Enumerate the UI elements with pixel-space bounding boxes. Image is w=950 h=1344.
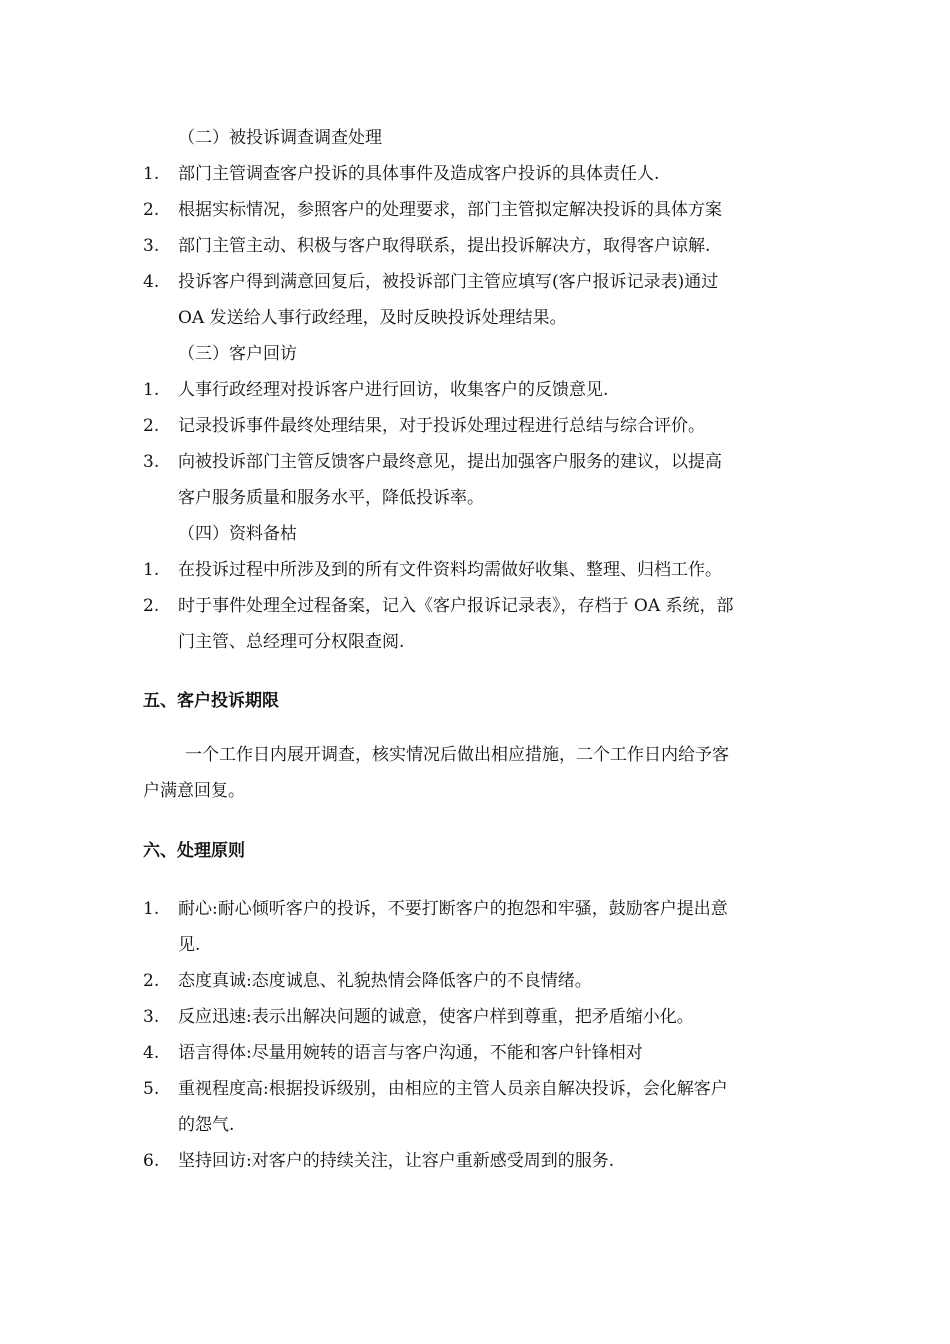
list-item-text: 在投诉过程中所涉及到的所有文件资料均需做好收集、整理、归档工作。 (178, 560, 722, 580)
section-title: （四）资料备枯 (178, 524, 297, 544)
list-number: 2. (143, 200, 160, 220)
section-title: （二）被投诉调查调查处理 (178, 128, 382, 148)
list-number: 1. (143, 560, 160, 580)
list-item-text: 语言得体:尽量用婉转的语言与客户沟通，不能和客户针锋相对 (178, 1043, 643, 1063)
list-item-text: 部门主管调查客户投诉的具体事件及造成客户投诉的具体责任人. (178, 164, 660, 184)
list-number: 1. (143, 899, 160, 919)
list-number: 2. (143, 596, 160, 616)
list-item-text: 重视程度高:根据投诉级别，由相应的主管人员亲自解决投诉，会化解客户 (178, 1079, 728, 1099)
list-item-text: 根据实标情况，参照客户的处理要求，部门主管拟定解决投诉的具体方案 (178, 200, 722, 220)
list-number: 6. (143, 1151, 160, 1171)
list-item-text: 反应迅速:表示出解决问题的诚意，使客户样到尊重，把矛盾缩小化。 (178, 1007, 694, 1027)
list-item-text: 时于事件处理全过程备案，记入《客户报诉记录表》，存档于 OA 系统，部 (178, 596, 734, 616)
list-number: 4. (143, 272, 160, 292)
list-item-text-continued: OA 发送给人事行政经理，及时反映投诉处理结果。 (178, 308, 567, 328)
list-number: 3. (143, 236, 160, 256)
list-number: 4. (143, 1043, 160, 1063)
list-number: 2. (143, 971, 160, 991)
list-item-text: 记录投诉事件最终处理结果，对于投诉处理过程进行总结与综合评价。 (178, 416, 705, 436)
list-item-text-continued: 的怨气. (178, 1115, 235, 1135)
section-heading: 五、客户投诉期限 (143, 691, 279, 711)
list-number: 5. (143, 1079, 160, 1099)
list-item-text: 向被投诉部门主管反馈客户最终意见，提出加强客户服务的建议，以提高 (178, 452, 722, 472)
list-item-text: 投诉客户得到满意回复后，被投诉部门主管应填写(客户报诉记录表)通过 (178, 272, 719, 292)
section-title: （三）客户回访 (178, 344, 297, 364)
list-number: 1. (143, 164, 160, 184)
list-number: 3. (143, 1007, 160, 1027)
list-number: 1. (143, 380, 160, 400)
section-heading: 六、处理原则 (143, 841, 245, 861)
list-item-text-continued: 门主管、总经理可分权限查阅. (178, 632, 405, 652)
paragraph-line: 户满意回复。 (143, 781, 245, 801)
list-item-text-continued: 客户服务质量和服务水平，降低投诉率。 (178, 488, 484, 508)
list-item-text-continued: 见. (178, 935, 201, 955)
paragraph-line: 一个工作日内展开调查，核实情况后做出相应措施，二个工作日内给予客 (185, 745, 729, 765)
list-number: 3. (143, 452, 160, 472)
list-item-text: 态度真诚:态度诚息、礼貌热情会降低客户的不良情绪。 (178, 971, 592, 991)
list-item-text: 人事行政经理对投诉客户进行回访，收集客户的反馈意见. (178, 380, 609, 400)
list-number: 2. (143, 416, 160, 436)
list-item-text: 耐心:耐心倾听客户的投诉，不要打断客户的抱怨和牢骚，鼓励客户提出意 (178, 899, 728, 919)
list-item-text: 坚持回访:对客户的持续关注，让容户重新感受周到的服务. (178, 1151, 615, 1171)
list-item-text: 部门主管主动、积极与客户取得联系，提出投诉解决方，取得客户谅解. (178, 236, 711, 256)
